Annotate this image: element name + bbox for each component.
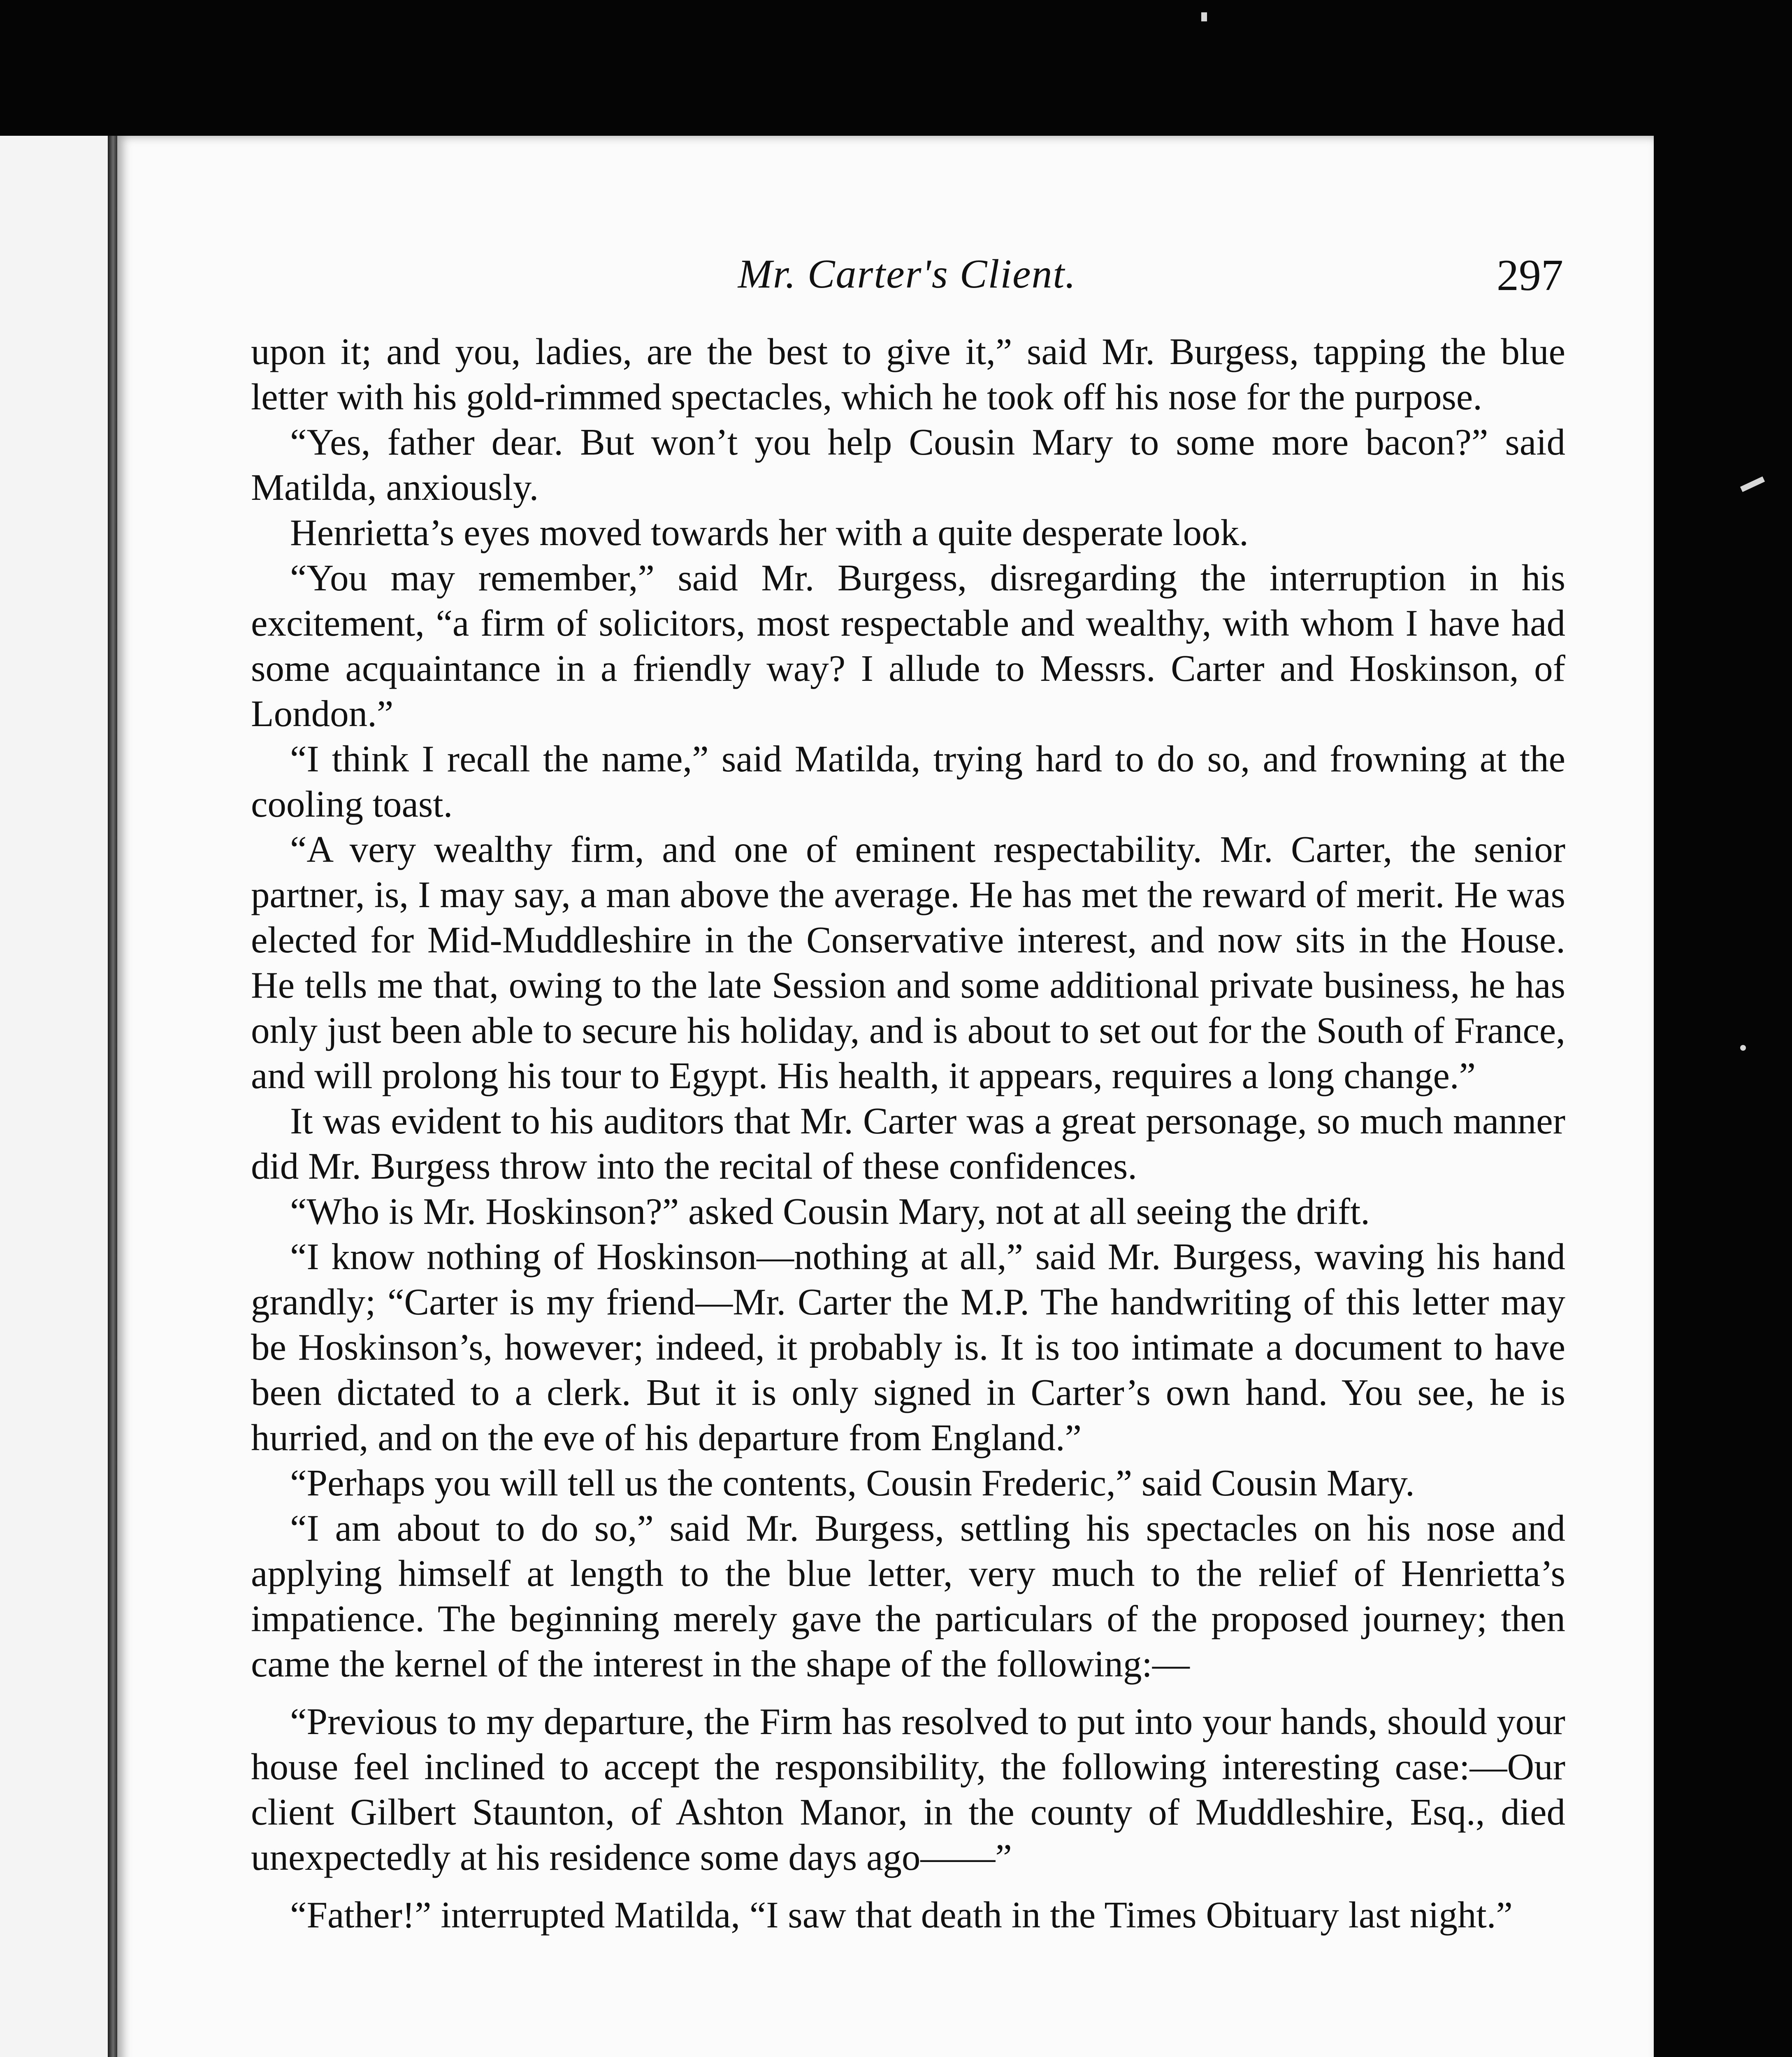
scan-speck (1740, 1045, 1746, 1051)
paragraph: “I know nothing of Hoskinson—nothing at all,” said Mr. Burgess, waving his hand grandly; “Carter is my friend—Mr. Carter the M.P. The handwriting of this letter may be Hoskinson’s, however; indeed, it probably is. It is too intimate a document to have been dictated to a clerk. But it is only signed in Carter’s own hand. You see, he is hurried, and on the eve of his departure from England.” (251, 1236, 1565, 1458)
paragraph: “I think I recall the name,” said Matilda, trying hard to do so, and frowning at the cooling toast. (251, 738, 1565, 825)
paragraph: “Yes, father dear. But won’t you help Cousin Mary to some more bacon?” said Matilda, anxiously. (251, 421, 1565, 508)
paragraph: “Perhaps you will tell us the contents, Cousin Frederic,” said Cousin Mary. (290, 1462, 1415, 1504)
paragraph: “A very wealthy firm, and one of eminent respectability. Mr. Carter, the senior partner, is, I may say, a man above the average. He has met the reward of merit. He was elected for Mid-Muddleshire in the Conservative interest, and now sits in the House. He tells me that, owing to the late Session and some additional private business, he has only just been able to secure his holiday, and is about to set out for the South of France, and will prolong his tour to Egypt. His health, it appears, requires a long change.” (251, 829, 1565, 1096)
paragraph: “You may remember,” said Mr. Burgess, disregarding the interruption in his excitement, “a firm of solicitors, most respectable and wealthy, with whom I have had some acquaintance in a friendly way? I allude to Messrs. Carter and Hoskinson, of London.” (251, 557, 1565, 734)
body-text (251, 329, 1565, 1938)
book-page (117, 136, 1654, 2057)
paragraph: It was evident to his auditors that Mr. Carter was a great personage, so much manner did Mr. Burgess throw into the recital of these confidences. (251, 1100, 1565, 1187)
scan-speck (1740, 476, 1765, 492)
paragraph: “I am about to do so,” said Mr. Burgess, settling his spectacles on his nose and applying himself at length to the blue letter, very much to the relief of Henrietta’s impatience. The beginning merely gave the particulars of the proposed journey; then came the kernel of the interest in the shape of the following:— (251, 1507, 1565, 1685)
page-header (251, 250, 1563, 312)
page-number: 297 (1497, 251, 1563, 300)
paragraph: Henrietta’s eyes moved towards her with a quite desperate look. (290, 512, 1249, 553)
quoted-letter-paragraph: “Previous to my departure, the Firm has resolved to put into your hands, should your house feel inclined to accept the responsibility, the following interesting case:—Our client Gilbert Staunton, of Ashton Manor, in the county of Muddleshire, Esq., died unexpectedly at his residence some days ago——” (251, 1701, 1565, 1878)
paragraph: “Who is Mr. Hoskinson?” asked Cousin Mary, not at all seeing the drift. (290, 1191, 1370, 1232)
paragraph: upon it; and you, ladies, are the best to give it,” said Mr. Burgess, tapping the blue letter with his gold-rimmed spectacles, which he took off his nose for the purpose. (251, 331, 1565, 418)
paragraph: “Father!” interrupted Matilda, “I saw that death in the Times Obituary last night.” (290, 1894, 1513, 1936)
running-head: Mr. Carter's Client. (738, 251, 1077, 297)
facing-page-edge (0, 136, 119, 2057)
scan-speck (1201, 12, 1207, 21)
